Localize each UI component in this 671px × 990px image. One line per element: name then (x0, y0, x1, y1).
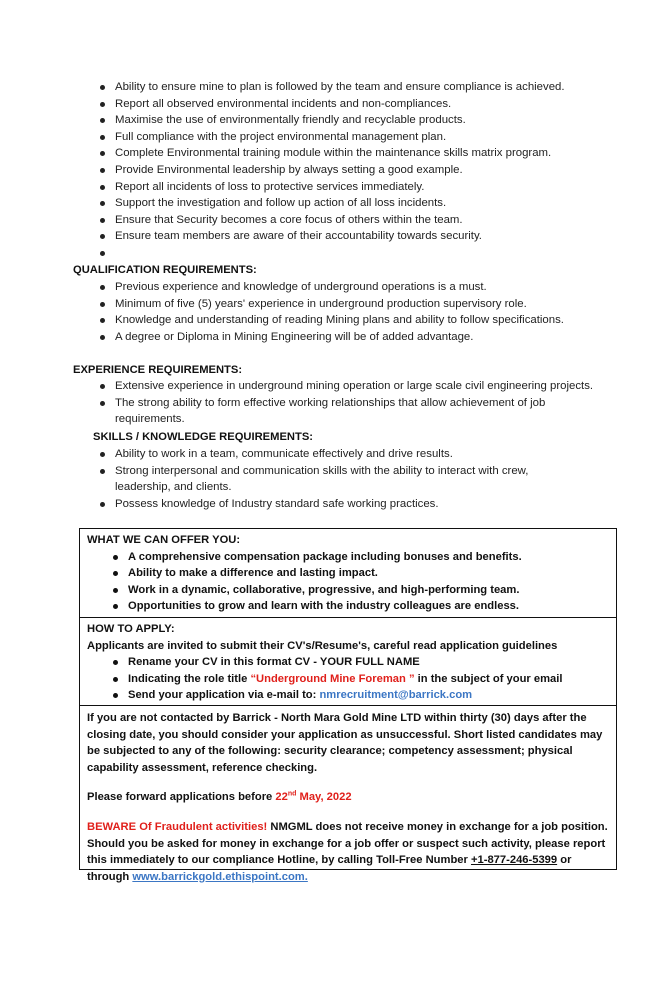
skills-section (97, 446, 617, 512)
through-line (87, 869, 609, 886)
experience-section (97, 378, 617, 428)
role-prefix: Indicating the role title (128, 672, 251, 685)
offer-heading: WHAT WE CAN OFFER YOU: (87, 534, 241, 546)
apply-heading: HOW TO APPLY: (87, 623, 175, 635)
list-item: Ability to ensure mine to plan is followed by the team and ensure compliance is achieved. (97, 79, 617, 96)
list-item: Report all observed environmental incidents and non-compliances. (97, 96, 617, 113)
skills-heading: SKILLS / KNOWLEDGE REQUIREMENTS: (93, 431, 314, 443)
deadline-date (275, 791, 351, 803)
list-item: Ensure that Security becomes a core focus of others within the team. (97, 212, 617, 229)
list-item: Report all incidents of loss to protective services immediately. (97, 179, 617, 196)
contact-notice: If you are not contacted by Barrick - North Mara Gold Mine LTD within thirty (30) days after the closing date, you should consider your application as unsuccessful. Short listed candidates may be subjected to any of the following: security clearance; competency assessment; physical capability assessment, reference checking. (87, 712, 603, 774)
list-item: Ability to make a difference and lasting impact. (110, 565, 609, 582)
email-prefix: Send your application via e-mail to: (128, 689, 320, 702)
fraud-notice (87, 819, 609, 869)
ethics-website-link[interactable]: www.barrickgold.ethispoint.com. (132, 870, 308, 883)
qualification-heading: QUALIFICATION REQUIREMENTS: (73, 264, 257, 276)
role-suffix: in the subject of your email (414, 672, 563, 685)
hotline-phone[interactable]: +1-877-246-5399 (470, 854, 558, 867)
list-item (110, 671, 609, 688)
deadline-day: 22 (275, 791, 288, 804)
notice-box (79, 705, 617, 883)
empty-list-item (97, 245, 617, 261)
deadline-rest: May, 2022 (296, 791, 352, 804)
list-item: Strong interpersonal and communication skills with the ability to interact with crew, leadership, and clients. (97, 463, 617, 496)
list-item: Complete Environmental training module within the maintenance skills matrix program. (97, 145, 617, 162)
list-item: Extensive experience in underground mining operation or large scale civil engineering projects. (97, 378, 617, 395)
beware-label: BEWARE Of Fraudulent activities! (87, 820, 268, 833)
list-item: Full compliance with the project environmental management plan. (97, 129, 617, 146)
role-title: “Underground Mine Foreman ” (250, 672, 415, 685)
deadline-line (87, 789, 609, 806)
offer-box (79, 528, 617, 618)
list-item: A comprehensive compensation package including bonuses and benefits. (110, 549, 609, 566)
list-item: Ability to work in a team, communicate effectively and drive results. (97, 446, 617, 463)
through-text: through (87, 870, 133, 883)
list-item: Opportunities to grow and learn with the industry colleagues are endless. (110, 598, 609, 615)
list-item: Rename your CV in this format CV - YOUR FULL NAME (110, 654, 609, 671)
experience-heading: EXPERIENCE REQUIREMENTS: (73, 364, 243, 376)
list-item: Knowledge and understanding of reading Mining plans and ability to follow specifications. (97, 312, 617, 329)
deadline-sup: nd (287, 790, 297, 798)
list-item: Work in a dynamic, collaborative, progressive, and high-performing team. (110, 582, 609, 599)
apply-box (79, 617, 617, 706)
apply-intro: Applicants are invited to submit their CV's/Resume's, careful read application guidelines (87, 639, 558, 652)
email-link[interactable]: nmrecruitment@barrick.com (319, 689, 473, 702)
list-item: Provide Environmental leadership by always setting a good example. (97, 162, 617, 179)
or-text: or (557, 854, 572, 867)
list-item: Previous experience and knowledge of underground operations is a must. (97, 279, 617, 296)
deadline-prefix: Please forward applications before (87, 791, 276, 804)
list-item: Ensure team members are aware of their accountability towards security. (97, 228, 617, 245)
list-item (110, 687, 609, 704)
qualification-section (97, 279, 617, 345)
list-item: Minimum of five (5) years' experience in underground production supervisory role. (97, 296, 617, 313)
list-item: Possess knowledge of Industry standard safe working practices. (97, 496, 617, 513)
list-item: Maximise the use of environmentally friendly and recyclable products. (97, 112, 617, 129)
list-item: The strong ability to form effective working relationships that allow achievement of job requirements. (97, 395, 617, 428)
list-item: Support the investigation and follow up action of all loss incidents. (97, 195, 617, 212)
list-item: A degree or Diploma in Mining Engineering will be of added advantage. (97, 329, 617, 346)
fraud-text: NMGML does not receive money in exchange for a job position. Should you be asked for money in exchange for a job offer or suspect such activity, please report this immediately to our compliance Hotline, by calling Toll-Free Number (87, 820, 608, 867)
responsibilities-section (97, 79, 617, 261)
